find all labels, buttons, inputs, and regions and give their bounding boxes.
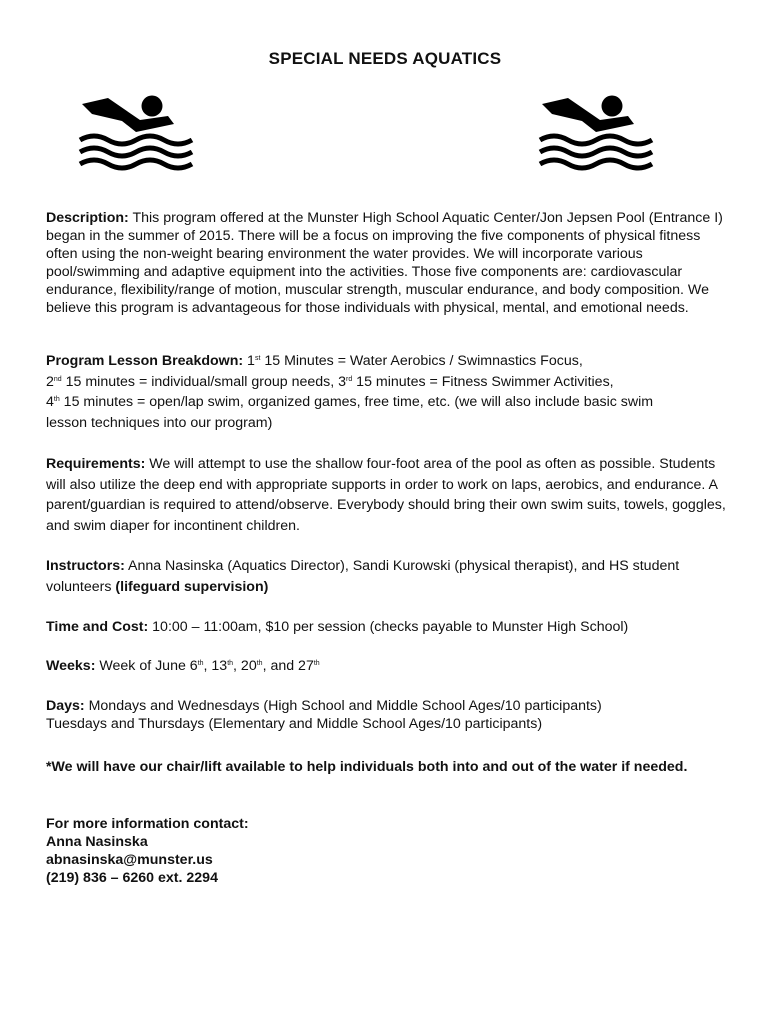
lesson-breakdown-paragraph (46, 351, 726, 433)
lesson-line-3 (46, 392, 726, 413)
time-cost-text: 10:00 – 11:00am, $10 per session (checks payable to Munster High School) (148, 619, 629, 635)
contact-email[interactable]: abnasinska@munster.us (46, 852, 213, 868)
days-text-1: Mondays and Wednesdays (High School and Middle School Ages/10 participants) (84, 698, 602, 714)
weeks-text-3: , 20 (233, 658, 257, 674)
lesson-text-1: 15 Minutes = Water Aerobics / Swimnastics Focus, (260, 353, 583, 369)
lesson-line-4: lesson techniques into our program) (46, 414, 273, 431)
instructors-label: Instructors: (46, 558, 125, 574)
ordinal-suffix: th (256, 660, 263, 667)
description-text: This program offered at the Munster High School Aquatic Center/Jon Jepsen Pool (Entrance I) began in the summer of 2015. There will be a focus on improving the five components of physical fitness often using the non-weight bearing environment the water provides. We will incorporate various pool/swimming and adaptive equipment into the activities. Those five components are: cardiovascular endurance, flexibility/range of motion, muscular strength, muscular endurance, and body composition. We believe this program is advantageous for those individuals with physical, mental, and emotional needs. (46, 210, 723, 316)
description-paragraph (46, 209, 726, 317)
description-label: Description: (46, 210, 129, 226)
weeks-text-4: , and 27 (262, 658, 314, 674)
requirements-paragraph (46, 454, 726, 536)
requirements-text: We will attempt to use the shallow four-foot area of the pool as often as possible. Students will also utilize the deep end with appropriate supports in order to work on laps, aerobics, and endurance. A parent/guardian is required to attend/observe. Everybody should bring their own swim suits, towels, goggles, and swim diaper for incontinent children. (46, 456, 726, 534)
ordinal-suffix: st (254, 355, 261, 362)
lesson-line-2 (46, 372, 726, 393)
requirements-label: Requirements: (46, 456, 146, 472)
ordinal-suffix: th (197, 660, 204, 667)
chair-lift-note: *We will have our chair/lift available to help individuals both into and out of the water if needed. (46, 759, 688, 775)
lesson-line-1 (46, 351, 726, 372)
time-cost-label: Time and Cost: (46, 619, 149, 635)
time-cost-paragraph (46, 618, 726, 636)
weeks-paragraph (46, 657, 726, 675)
instructors-text: Anna Nasinska (Aquatics Director), Sandi Kurowski (physical therapist), and HS student volunteers (46, 558, 680, 595)
ordinal-suffix: rd (346, 375, 353, 383)
lifeguard-note: (lifeguard supervision) (115, 578, 269, 595)
lesson-text-3: 15 minutes = Fitness Swimmer Activities, (352, 373, 614, 390)
lesson-text-2: 15 minutes = individual/small group needs, 3 (61, 373, 346, 390)
days-paragraph (46, 697, 726, 733)
ordinal-suffix: th (53, 396, 60, 403)
ordinal-suffix: th (227, 660, 234, 667)
ordinal-suffix: nd (53, 375, 62, 383)
days-line-1 (46, 697, 726, 715)
lesson-ordinal-2: 2 (46, 373, 54, 390)
days-line-2: Tuesdays and Thursdays (Elementary and Middle School Ages/10 participants) (46, 716, 543, 732)
weeks-text-1: Week of June 6 (95, 658, 198, 674)
lesson-ordinal-1: 1 (243, 353, 255, 369)
swimmer-icon (78, 94, 194, 174)
contact-phone: (219) 836 – 6260 ext. 2294 (46, 870, 218, 886)
lesson-text-4: 15 minutes = open/lap swim, organized games, free time, etc. (we will also include basic swim (59, 394, 654, 410)
weeks-text-2: , 13 (203, 658, 228, 674)
swimmer-icon (538, 94, 654, 174)
lesson-ordinal-4: 4 (46, 394, 54, 410)
days-label: Days: (46, 698, 85, 714)
weeks-label: Weeks: (46, 658, 96, 674)
page-title: SPECIAL NEEDS AQUATICS (268, 49, 502, 68)
contact-heading: For more information contact: (46, 816, 249, 832)
lesson-label: Program Lesson Breakdown: (46, 353, 244, 369)
contact-block (46, 815, 726, 887)
instructors-paragraph (46, 556, 726, 597)
contact-name: Anna Nasinska (46, 834, 148, 850)
ordinal-suffix: th (313, 660, 320, 667)
